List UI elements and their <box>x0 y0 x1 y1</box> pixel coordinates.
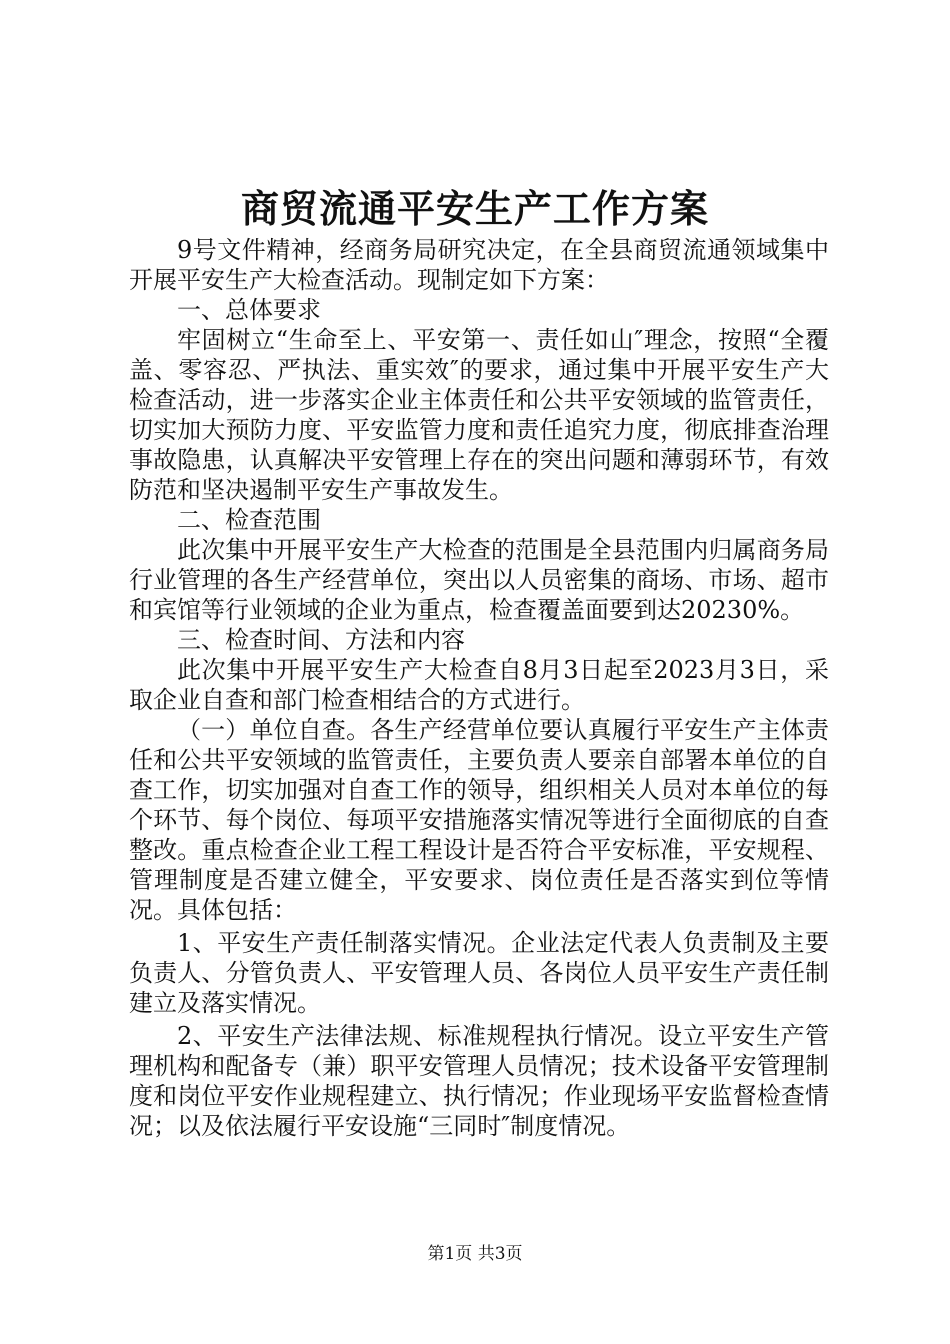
intro-paragraph: 9号文件精神，经商务局研究决定，在全县商贸流通领域集中开展平安生产大检查活动。现制定如下方案： <box>129 236 829 294</box>
list-item-2: 2、平安生产法律法规、标准规程执行情况。设立平安生产管理机构和配备专（兼）职平安管理人员情况；技术设备平安管理制度和岗位平安作业规程建立、执行情况；作业现场平安监督检查情况；以及依法履行平安设施“三同时″制度情况。 <box>129 1022 829 1140</box>
general-requirements-paragraph: 牢固树立“生命至上、平安第一、责任如山″理念，按照“全覆盖、零容忍、严执法、重实效″的要求，通过集中开展平安生产大检查活动，进一步落实企业主体责任和公共平安领域的监管责任，切实加大预防力度、平安监管力度和责任追究力度，彻底排查治理事故隐患，认真解决平安管理上存在的突出问题和薄弱环节，有效防范和坚决遏制平安生产事故发生。 <box>129 326 829 504</box>
self-inspection-paragraph: （一）单位自查。各生产经营单位要认真履行平安生产主体责任和公共平安领域的监管责任，主要负责人要亲自部署本单位的自查工作，切实加强对自查工作的领导，组织相关人员对本单位的每个环节、每个岗位、每项平安措施落实情况等进行全面彻底的自查整改。重点检查企业工程工程设计是否符合平安标准，平安规程、管理制度是否建立健全，平安要求、岗位责任是否落实到位等情况。具体包括： <box>129 716 829 924</box>
document-body <box>129 235 829 1141</box>
list-item-1: 1、平安生产责任制落实情况。企业法定代表人负责制及主要负责人、分管负责人、平安管理人员、各岗位人员平安生产责任制建立及落实情况。 <box>129 929 829 1017</box>
document-title: 商贸流通平安生产工作方案 <box>240 186 709 231</box>
page-footer: 第1页 共3页 <box>427 1244 523 1264</box>
section-heading-scope: 二、检查范围 <box>177 506 321 534</box>
time-paragraph: 此次集中开展平安生产大检查自8月3日起至2023月3日，采取企业自查和部门检查相结合的方式进行。 <box>129 656 829 714</box>
section-heading-time-method: 三、检查时间、方法和内容 <box>177 626 465 654</box>
scope-paragraph: 此次集中开展平安生产大检查的范围是全县范围内归属商务局行业管理的各生产经营单位，突出以人员密集的商场、市场、超市和宾馆等行业领域的企业为重点，检查覆盖面要到达20230%。 <box>129 536 829 624</box>
section-heading-general: 一、总体要求 <box>177 296 321 324</box>
